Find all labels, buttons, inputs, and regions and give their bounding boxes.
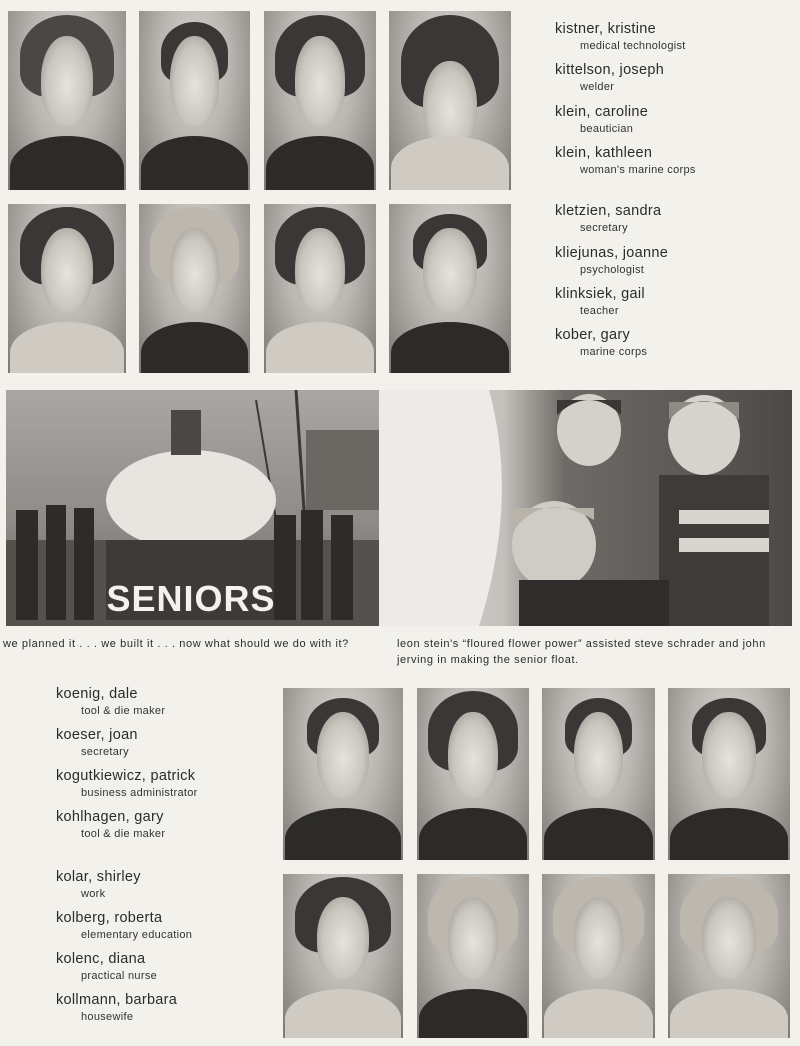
portrait-kletzien-sandra [8,204,126,373]
senior-name: kolar, shirley [56,869,141,885]
portrait-kolar-shirley [283,874,403,1038]
senior-career: marine corps [580,346,648,358]
senior-career: elementary education [81,929,193,941]
portrait-kolberg-roberta [417,874,529,1038]
float-caption-left: we planned it . . . we built it . . . now what should we do with it? [3,638,349,650]
senior-name: kletzien, sandra [555,203,662,219]
senior-career: medical technologist [580,40,686,52]
portrait-koenig-dale [283,688,403,860]
senior-career: tool & die maker [81,828,166,840]
senior-career: tool & die maker [81,705,166,717]
portrait-kohlhagen-gary [668,688,790,860]
portrait-kistner-kristine [8,11,126,190]
senior-career: secretary [580,222,628,234]
senior-career: beautician [580,123,634,135]
portrait-kober-gary [389,204,511,373]
senior-career: housewife [81,1011,134,1023]
senior-career: psychologist [580,264,645,276]
float-photo [6,390,379,626]
senior-name: koenig, dale [56,686,138,702]
senior-name: koeser, joan [56,727,138,743]
portrait-kogutkiewicz-patrick [542,688,655,860]
float-workers-illustration [379,390,792,626]
float-caption-right: leon stein's “floured flower power” assisted steve schrader and john jerving in making the senior float. [397,638,766,666]
portrait-kliejunas-joanne [139,204,250,373]
portrait-kollmann-barbara [668,874,790,1038]
senior-name: kohlhagen, gary [56,809,164,825]
senior-name: klein, caroline [555,104,649,120]
senior-career: secretary [81,746,129,758]
senior-name: klinksiek, gail [555,286,645,302]
senior-name: kolenc, diana [56,951,146,967]
senior-name: kogutkiewicz, patrick [56,768,196,784]
portrait-kittelson-joseph [139,11,250,190]
senior-career: work [81,888,106,900]
senior-career: teacher [580,305,619,317]
portrait-kolenc-diana [542,874,655,1038]
senior-name: kliejunas, joanne [555,245,669,261]
senior-name: kober, gary [555,327,631,343]
senior-name: kittelson, joseph [555,62,665,78]
senior-career: practical nurse [81,970,158,982]
float-workers-photo [379,390,792,626]
senior-career: welder [580,81,615,93]
senior-name: kollmann, barbara [56,992,178,1008]
senior-career: woman's marine corps [580,164,696,176]
senior-career: business administrator [81,787,198,799]
senior-name: klein, kathleen [555,145,653,161]
portrait-klinksiek-gail [264,204,376,373]
portrait-klein-kathleen [389,11,511,190]
portrait-koeser-joan [417,688,529,860]
senior-name: kolberg, roberta [56,910,163,926]
portrait-klein-caroline [264,11,376,190]
float-sign: SENIORS [106,578,276,619]
senior-name: kistner, kristine [555,21,656,37]
